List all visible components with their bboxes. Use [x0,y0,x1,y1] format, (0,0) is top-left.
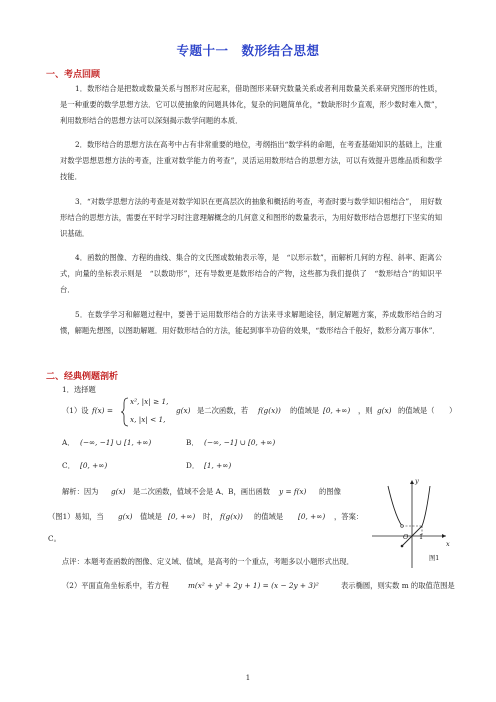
answer: C。 [48,534,61,543]
page-number: 1 [245,674,251,682]
option-b-label: B． [186,438,199,447]
q1-text-1: 是二次函数，若 [197,406,249,415]
piecewise-brace-icon [121,397,129,427]
option-d-label: D． [186,461,200,470]
page-title: 专题十一 数形结合思想 [176,43,320,58]
analysis-range-2: [0, +∞) [298,512,326,521]
figure-axis-y-label: y [415,477,419,485]
q2-text-2: 表示椭圆，则实数 m 的取值范围是 [341,581,455,590]
analysis-text-3: 的图像 [319,487,341,496]
analysis-text-2: 是二次函数，值域不会是 A、B，画出函数 [133,487,270,496]
paragraph-3: 3．“对数学思想方法的考查是对数学知识在更高层次的抽象和概括的考查，考查时要与数学知识相结合”， 用好数形结合的思想方法，需要在平时学习时注意理解概念的几何意义和图形的数量表示，为用好数形结合思想打下坚实的知识基础． [60,197,442,238]
option-d: [1, +∞) [204,461,232,470]
question-type: 1．选择题 [62,385,96,394]
q2-text-1: （2）平面直角坐标系中，若方程 [62,581,169,590]
figure-axis-x-label: x [446,540,450,548]
q1-case-1: x², |x| ≥ 1, [130,397,169,406]
analysis-text-6: 时， [203,512,218,521]
comment: 点评：本题考查函数的图像、定义域、值域，是高考的一个重点，考题多以小题形式出现． [62,557,354,566]
q1-g: g(x) [176,406,191,415]
option-c: [0, +∞) [80,461,108,470]
section-heading-review: 一、考点回顾 [46,70,101,80]
q1-prefix: （1）设 [62,406,89,415]
paragraph-5: 5．在数学学习和解题过程中，要善于运用数形结合的方法来寻求解题途径，制定解题方案，养成数形结合的习惯，解题先想图，以图助解题．用好数形结合的方法，能起到事半功倍的效果，“数形结合千般好，数形分离万事休”． [60,310,442,335]
analysis-fg: f(g(x)) [220,512,243,521]
analysis-range-1: [0, +∞) [168,512,196,521]
q1-text-2: 的值域是 [290,406,320,415]
q1-text-3: ，则 [358,406,373,415]
q2-equation: m(x² + y² + 2y + 1) = (x − 2y + 3)² [188,581,319,590]
option-a-label: A． [62,438,75,447]
q1-fg: f(g(x)) [258,406,281,415]
analysis-y-eq: y = f(x) [279,487,307,496]
q1-text-4: 的值域是（ ） [398,406,457,415]
paragraph-2: 2．数形结合的思想方法在高考中占有非常重要的地位，考纲指出“数学科的命题，在考查基础知识的基础上，注重对数学思想思想方法的考查，注重对数学能力的考查”，灵活运用数形结合的思想方法，可以有效提升思维品质和数学技能． [60,140,442,181]
analysis-text-5: 值域是 [140,512,162,521]
analysis-text-7: 的值域是 [254,512,284,521]
analysis-gx-2: g(x) [118,512,133,521]
figure-tick-one-label: 1 [419,533,424,541]
figure-caption: 图1 [429,555,440,562]
q1-gx: g(x) [377,406,392,415]
analysis-text-1: 解析：因为 [62,487,99,496]
q1-fx: f(x) = [92,406,113,415]
section-heading-examples: 二、经典例题剖析 [46,372,119,382]
option-c-label: C． [62,461,75,470]
option-a: (−∞, −1] ∪ [1, +∞) [80,438,152,447]
analysis-text-8: ，答案： [334,512,364,521]
analysis-text-4: （图1）易知，当 [48,512,104,521]
q1-range: [0, +∞) [323,406,351,415]
q1-case-2: x, |x| < 1, [130,415,166,424]
analysis-gx: g(x) [111,487,126,496]
paragraph-4: 4．函数的图像、方程的曲线、集合的文氏图或数轴表示等，是 “以形示数”，而解析几何的方程、斜率、距离公式，向量的坐标表示则是 “以数助形”，还有导数更是数形结合的产物，这些都为我们提供了 “数形结合”的知识平台． [60,253,442,294]
option-b: (−∞, −1] ∪ [0, +∞) [204,438,276,447]
paragraph-1: 1．数形结合是把数或数量关系与图形对应起来，借助图形来研究数量关系或者利用数量关系来研究图形的性质，是一种重要的数学思想方法．它可以使抽象的问题具体化，复杂的问题简单化，“数缺形时少直观，形少数时难入微”，利用数形结合的思想方法可以深刻揭示数学问题的本质． [60,84,442,125]
figure-origin-label: O [403,533,409,541]
